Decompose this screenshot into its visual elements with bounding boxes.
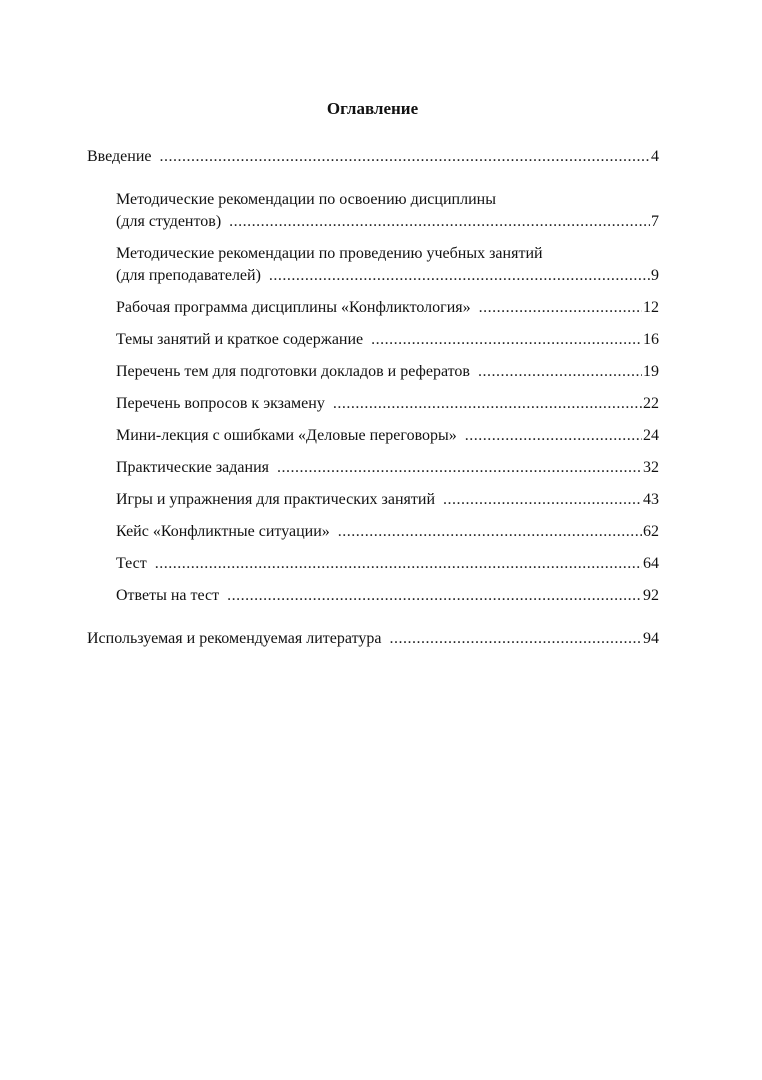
toc-entry-text: Ответы на тест <box>116 587 220 604</box>
toc-entry-text: (для преподавателей) <box>116 267 261 284</box>
toc-page-number: 4 <box>651 148 659 165</box>
toc-page-number: 43 <box>643 491 659 508</box>
toc-entry-text: Темы занятий и краткое содержание <box>116 331 364 348</box>
toc-entry-teacher-guidelines[interactable] <box>87 243 659 287</box>
table-of-contents <box>87 146 659 650</box>
toc-entry-text: Практические задания <box>116 459 270 476</box>
dot-leader <box>160 146 651 168</box>
toc-page-number: 32 <box>643 459 659 476</box>
dot-leader <box>227 585 642 607</box>
dot-leader <box>229 211 650 233</box>
toc-entry-text: Используемая и рекомендуемая литература <box>87 630 382 647</box>
toc-page-number: 12 <box>643 299 659 316</box>
toc-page-number: 94 <box>643 630 659 647</box>
toc-page-number: 62 <box>643 523 659 540</box>
dot-leader <box>155 553 642 575</box>
toc-page-number: 16 <box>643 331 659 348</box>
toc-page-number: 92 <box>643 587 659 604</box>
toc-entry-report-topics[interactable] <box>87 361 659 383</box>
dot-leader <box>389 628 642 650</box>
toc-entry-exam-questions[interactable] <box>87 393 659 415</box>
toc-entry-text: Методические рекомендации по проведению учебных занятий <box>116 245 543 262</box>
toc-page-number: 22 <box>643 395 659 412</box>
toc-entry-text: Введение <box>87 148 152 165</box>
toc-page-number: 24 <box>643 427 659 444</box>
dot-leader <box>443 489 642 511</box>
dot-leader <box>465 425 642 447</box>
toc-entry-text: Кейс «Конфликтные ситуации» <box>116 523 330 540</box>
toc-entry-mini-lecture[interactable] <box>87 425 659 447</box>
dot-leader <box>371 329 642 351</box>
toc-entry-text: Перечень тем для подготовки докладов и рефератов <box>116 363 470 380</box>
toc-entry-lesson-topics[interactable] <box>87 329 659 351</box>
toc-title: Оглавление <box>326 99 419 118</box>
toc-entry-text: (для студентов) <box>116 213 222 230</box>
toc-entry-test[interactable] <box>87 553 659 575</box>
dot-leader <box>269 265 650 287</box>
dot-leader <box>479 297 642 319</box>
toc-page-number: 7 <box>651 213 659 230</box>
dot-leader <box>277 457 642 479</box>
dot-leader <box>478 361 642 383</box>
toc-entry-text: Методические рекомендации по освоению дисциплины <box>116 191 496 208</box>
toc-page-number: 19 <box>643 363 659 380</box>
toc-entry-text: Мини-лекция с ошибками «Деловые переговоры» <box>116 427 457 444</box>
toc-entry-text: Перечень вопросов к экзамену <box>116 395 325 412</box>
toc-entry-practical-tasks[interactable] <box>87 457 659 479</box>
toc-entry-text: Тест <box>116 555 147 572</box>
toc-entry-text: Игры и упражнения для практических занятий <box>116 491 436 508</box>
toc-entry-games-exercises[interactable] <box>87 489 659 511</box>
toc-entry-text: Рабочая программа дисциплины «Конфликтология» <box>116 299 471 316</box>
toc-entry-introduction[interactable] <box>87 146 659 168</box>
toc-entry-case[interactable] <box>87 521 659 543</box>
toc-entry-student-guidelines[interactable] <box>87 189 659 233</box>
toc-page-number: 9 <box>651 267 659 284</box>
dot-leader <box>333 393 642 415</box>
toc-entry-work-program[interactable] <box>87 297 659 319</box>
toc-entry-test-answers[interactable] <box>87 585 659 607</box>
toc-entry-literature[interactable] <box>87 628 659 650</box>
dot-leader <box>338 521 642 543</box>
toc-page-number: 64 <box>643 555 659 572</box>
